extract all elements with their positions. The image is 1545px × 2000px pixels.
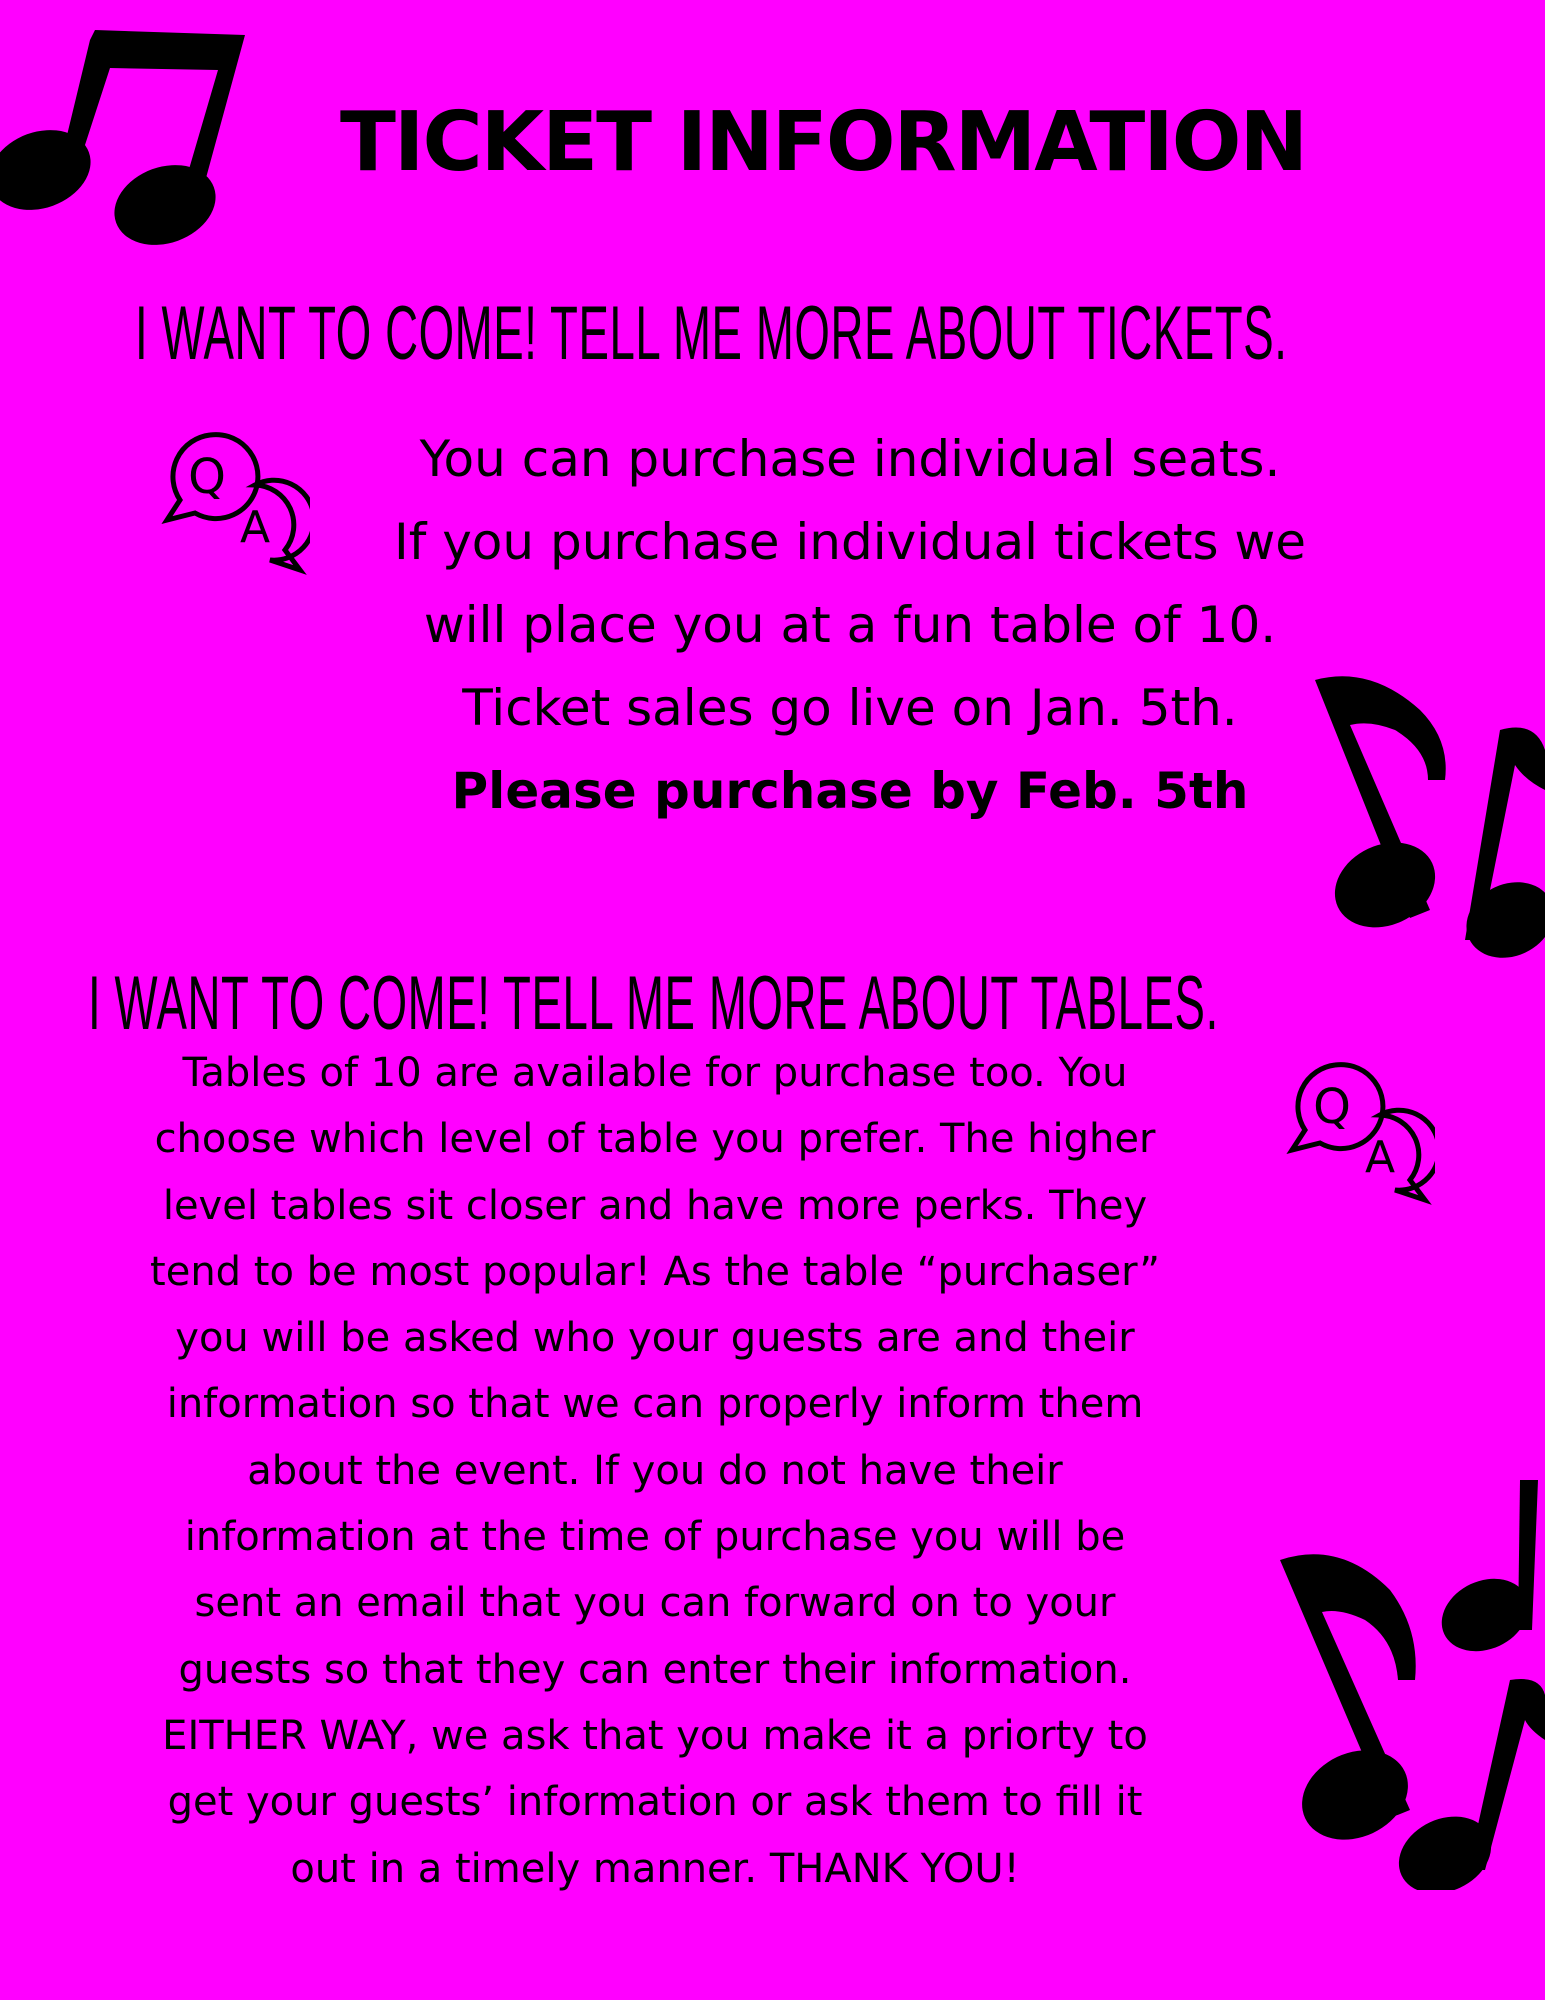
qa-a-letter: A (1364, 1132, 1396, 1183)
page-title: TICKET INFORMATION (340, 95, 1307, 190)
tables-line: Tables of 10 are available for purchase too. You (182, 1050, 1128, 1096)
tables-line: you will be asked who your guests are and their (175, 1315, 1135, 1362)
tables-heading: I WANT TO COME! TELL ME MORE ABOUT TABLES. (88, 961, 1219, 1046)
tickets-line: If you purchase individual tickets we (393, 513, 1307, 571)
qa-a-letter: A (239, 502, 271, 553)
tickets-heading: I WANT TO COME! TELL ME MORE ABOUT TICKETS. (135, 291, 1288, 376)
qa-q-letter: Q (1313, 1079, 1351, 1135)
tables-body (80, 1040, 1230, 1902)
tables-line: guests so that they can enter their information. (178, 1646, 1132, 1693)
qa-chat-icon (1280, 1055, 1435, 1215)
tables-line: choose which level of table you prefer. The higher (154, 1116, 1156, 1163)
tickets-body (320, 418, 1380, 833)
tables-line: tend to be most popular! As the table “purchaser” (150, 1248, 1160, 1295)
tickets-line: Ticket sales go live on Jan. 5th. (462, 679, 1238, 737)
tables-line: get your guests’ information or ask them to fill it (167, 1779, 1143, 1826)
tables-line: EITHER WAY, we ask that you make it a priorty to (162, 1712, 1148, 1759)
qa-q-letter: Q (188, 449, 226, 505)
tables-line: about the event. If you do not have their (247, 1447, 1063, 1494)
tables-line: out in a timely manner. THANK YOU! (290, 1845, 1020, 1892)
music-note-icon (0, 10, 260, 250)
tables-line: sent an email that you can forward on to your (194, 1580, 1116, 1627)
tables-line: information so that we can properly inform them (166, 1381, 1144, 1428)
tickets-line: will place you at a fun table of 10. (423, 596, 1277, 654)
purchase-deadline: Please purchase by Feb. 5th (451, 762, 1249, 820)
qa-chat-icon (155, 425, 310, 585)
tables-line: level tables sit closer and have more perks. They (162, 1182, 1148, 1229)
tickets-line: You can purchase individual seats. (419, 430, 1281, 488)
music-note-icon (1270, 1480, 1545, 1890)
tables-line: information at the time of purchase you will be (184, 1514, 1126, 1561)
